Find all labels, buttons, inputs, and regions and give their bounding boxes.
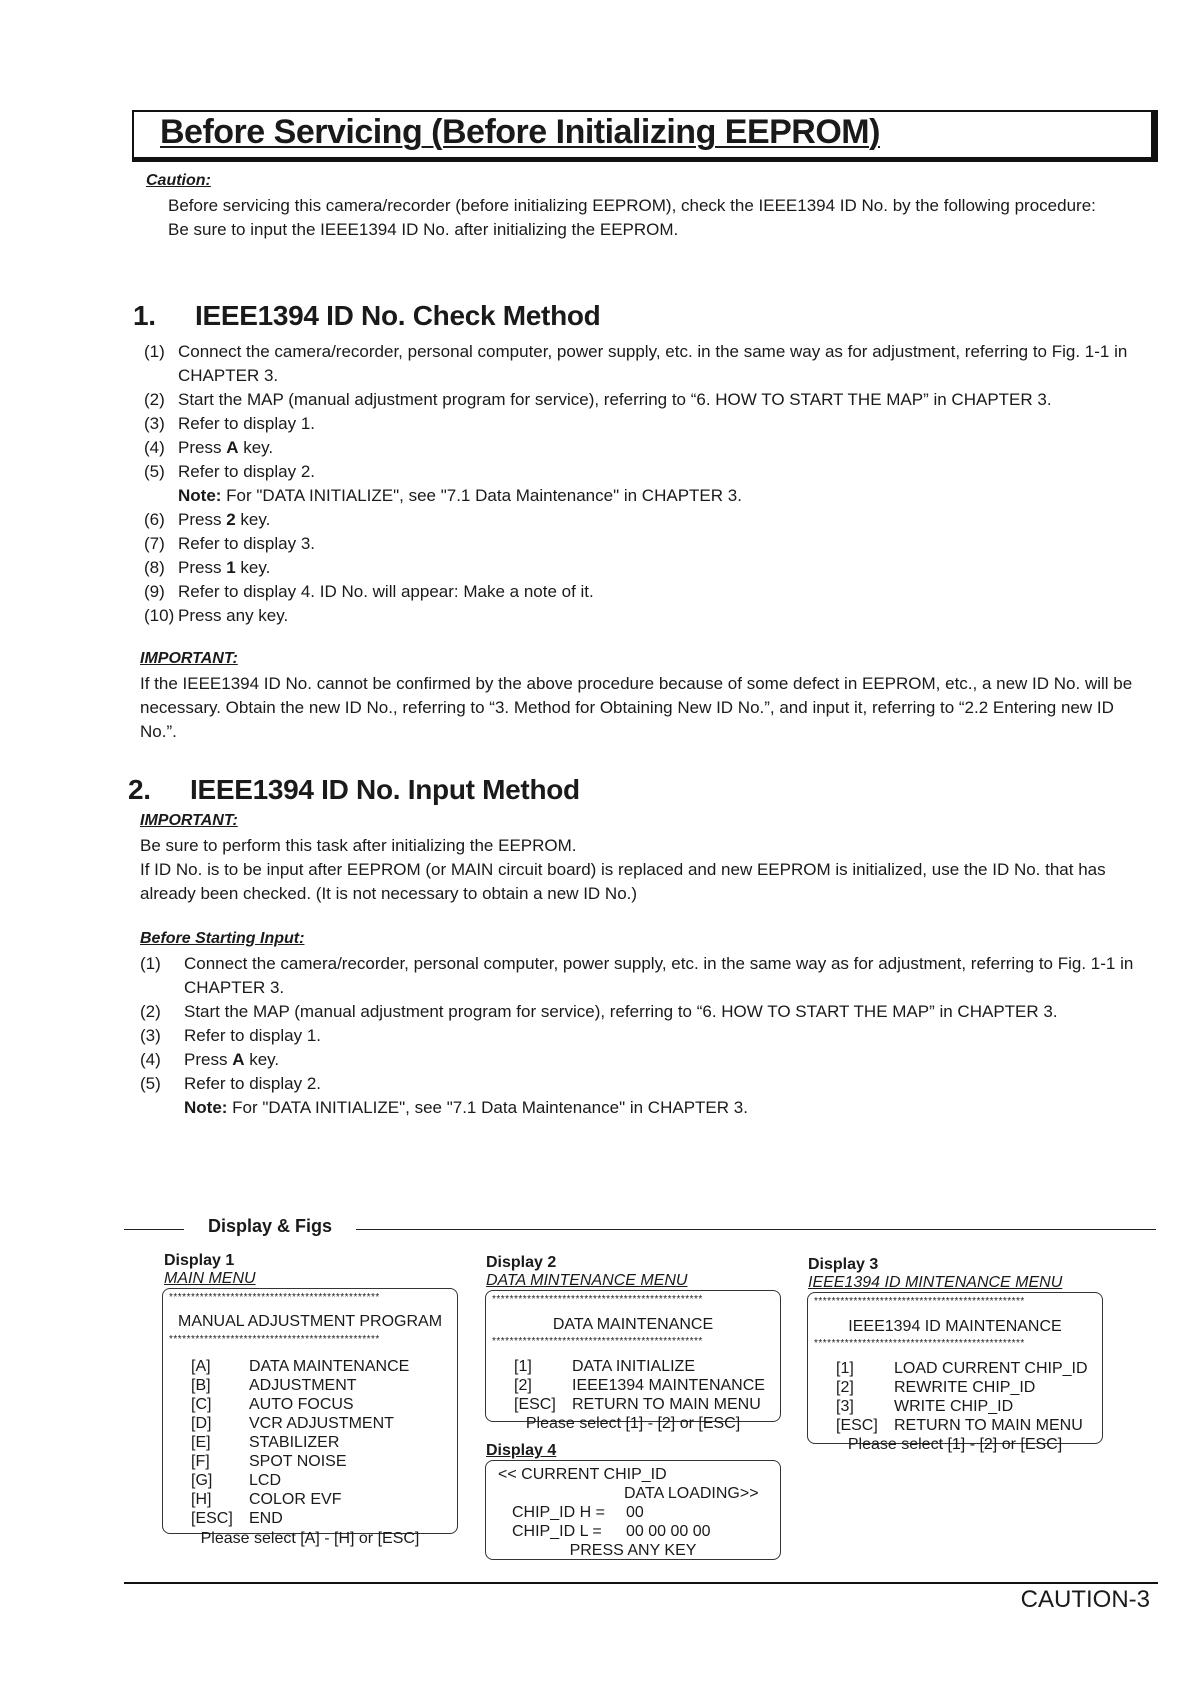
menu-item: [2] REWRITE CHIP_ID [836, 1379, 1036, 1396]
chip-id-h: CHIP_ID H = 00 [512, 1504, 644, 1521]
display3-label: Display 3 [808, 1256, 879, 1273]
step: (1) Connect the camera/recorder, personal computer, power supply, etc. in the same way as for adjustment, referring to Fig. 1-1 in CHAPTER 3. [144, 342, 1128, 385]
chip-id-l: CHIP_ID L = 00 00 00 00 [512, 1523, 711, 1540]
section2-number: 2. [128, 774, 151, 805]
important-text: Be sure to perform this task after initializing the EEPROM. If ID No. is to be input after EEPROM (or MAIN circuit board) is replaced and new EEPROM is initialized, use the ID No. that has already been checked. (It is not necessary to obtain a new ID No.) [140, 836, 1106, 903]
menu-item: [G] LCD [191, 1472, 282, 1489]
menu-item: [ESC] END [191, 1510, 283, 1527]
menu-item: [E] STABILIZER [191, 1434, 340, 1451]
menu-item: [A] DATA MAINTENANCE [191, 1358, 410, 1375]
section1-heading [133, 300, 601, 332]
step: (4) Press A key. [144, 438, 274, 457]
step: (6) Press 2 key. [144, 510, 271, 529]
menu-item: [ESC] RETURN TO MAIN MENU [514, 1396, 761, 1413]
step: (4) Press A key. [140, 1050, 280, 1069]
display2-prompt: Please select [1] - [2] or [ESC] [525, 1415, 741, 1432]
important-text: If the IEEE1394 ID No. cannot be confirmed by the above procedure because of some defect in EEPROM, etc., a new ID No. will be necessary. Obtain the new ID No., referring to “3. Method for Obtaining New ID No.”, and input it, referring to “2.2 Entering new ID No.”. [140, 674, 1133, 741]
stars: ************************************************ [169, 1293, 380, 1303]
stars: ************************************************ [169, 1335, 380, 1345]
display2-menu [514, 1357, 780, 1414]
display3-prompt: Please select [1] - [2] or [ESC] [847, 1436, 1063, 1453]
note: Note: For "DATA INITIALIZE", see "7.1 Data Maintenance" in CHAPTER 3. [184, 1098, 748, 1117]
menu-item: [D] VCR ADJUSTMENT [191, 1415, 394, 1432]
menu-item: [B] ADJUSTMENT [191, 1377, 357, 1394]
step: (10) Press any key. [144, 606, 289, 625]
figs-title: Display & Figs [208, 1216, 333, 1236]
menu-item: [2] IEEE1394 MAINTENANCE [514, 1377, 765, 1394]
display1-sub: MAIN MENU [164, 1270, 256, 1287]
stars: ************************************************ [814, 1339, 1025, 1349]
display3-header: IEEE1394 ID MAINTENANCE [848, 1318, 1062, 1335]
caution-label: Caution: [146, 172, 211, 189]
section2-heading [128, 774, 580, 806]
display3-screen [807, 1292, 1103, 1453]
page-title: Before Servicing (Before Initializing EEPROM) [160, 113, 880, 151]
menu-item: [1] DATA INITIALIZE [514, 1358, 695, 1375]
step: (8) Press 1 key. [144, 558, 271, 577]
display4-press: PRESS ANY KEY [569, 1542, 697, 1559]
display4-screen [485, 1460, 781, 1560]
display1-prompt: Please select [A] - [H] or [ESC] [200, 1530, 420, 1547]
before-starting-label: Before Starting Input: [140, 930, 305, 947]
divider [356, 1229, 1156, 1230]
section1-steps [144, 340, 1144, 628]
stars: ************************************************ [492, 1337, 703, 1347]
footer-rule [124, 1582, 1158, 1584]
step: (7) Refer to display 3. [144, 534, 316, 553]
display1-header: MANUAL ADJUSTMENT PROGRAM [177, 1313, 443, 1330]
menu-item: [F] SPOT NOISE [191, 1453, 347, 1470]
display2-screen [485, 1290, 781, 1432]
display4-label: Display 4 [486, 1442, 557, 1459]
title-box [132, 110, 1158, 162]
display2-label: Display 2 [486, 1254, 557, 1271]
step: (5) Refer to display 2. [140, 1074, 322, 1093]
caution-line: Be sure to input the IEEE1394 ID No. after initializing the EEPROM. [168, 220, 679, 239]
page-code: CAUTION-3 [1020, 1586, 1150, 1613]
display2-sub: DATA MINTENANCE MENU [486, 1272, 688, 1289]
display1-menu [191, 1357, 457, 1528]
step: (3) Refer to display 1. [140, 1026, 322, 1045]
step: (2) Start the MAP (manual adjustment program for service), referring to “6. HOW TO START THE MAP” in CHAPTER 3. [144, 390, 1052, 409]
display1-screen [162, 1288, 458, 1547]
section2-title: IEEE1394 ID No. Input Method [190, 774, 580, 805]
menu-item: [1] LOAD CURRENT CHIP_ID [836, 1360, 1088, 1377]
display3-sub: IEEE1394 ID MINTENANCE MENU [808, 1274, 1063, 1291]
display2-header: DATA MAINTENANCE [552, 1316, 714, 1333]
menu-item: [H] COLOR EVF [191, 1491, 342, 1508]
step: (5) Refer to display 2. [144, 462, 316, 481]
display4-line1: << CURRENT CHIP_ID [498, 1466, 667, 1483]
section1-number: 1. [133, 300, 156, 331]
step: (3) Refer to display 1. [144, 414, 316, 433]
step: (1) Connect the camera/recorder, personal computer, power supply, etc. in the same way as for adjustment, referring to Fig. 1-1 in CHAPTER 3. [140, 954, 1134, 997]
caution-text [168, 194, 1108, 242]
menu-item: [ESC] RETURN TO MAIN MENU [836, 1417, 1083, 1434]
display1-label: Display 1 [164, 1252, 235, 1269]
note: Note: For "DATA INITIALIZE", see "7.1 Data Maintenance" in CHAPTER 3. [178, 486, 742, 505]
important-label: IMPORTANT: [140, 812, 238, 829]
step: (9) Refer to display 4. ID No. will appear: Make a note of it. [144, 582, 594, 601]
stars: ************************************************ [492, 1295, 703, 1305]
important-label: IMPORTANT: [140, 650, 238, 667]
step: (2) Start the MAP (manual adjustment program for service), referring to “6. HOW TO START THE MAP” in CHAPTER 3. [140, 1002, 1058, 1021]
section2-steps [140, 952, 1150, 1120]
stars: ************************************************ [814, 1297, 1025, 1307]
caution-line: Before servicing this camera/recorder (before initializing EEPROM), check the IEEE1394 ID No. by the following procedure: [168, 196, 1096, 215]
divider [124, 1229, 184, 1230]
menu-item: [C] AUTO FOCUS [191, 1396, 354, 1413]
display4-line2: DATA LOADING>> [624, 1485, 759, 1502]
display3-menu [836, 1359, 1102, 1435]
section1-title: IEEE1394 ID No. Check Method [195, 300, 601, 331]
menu-item: [3] WRITE CHIP_ID [836, 1398, 1014, 1415]
